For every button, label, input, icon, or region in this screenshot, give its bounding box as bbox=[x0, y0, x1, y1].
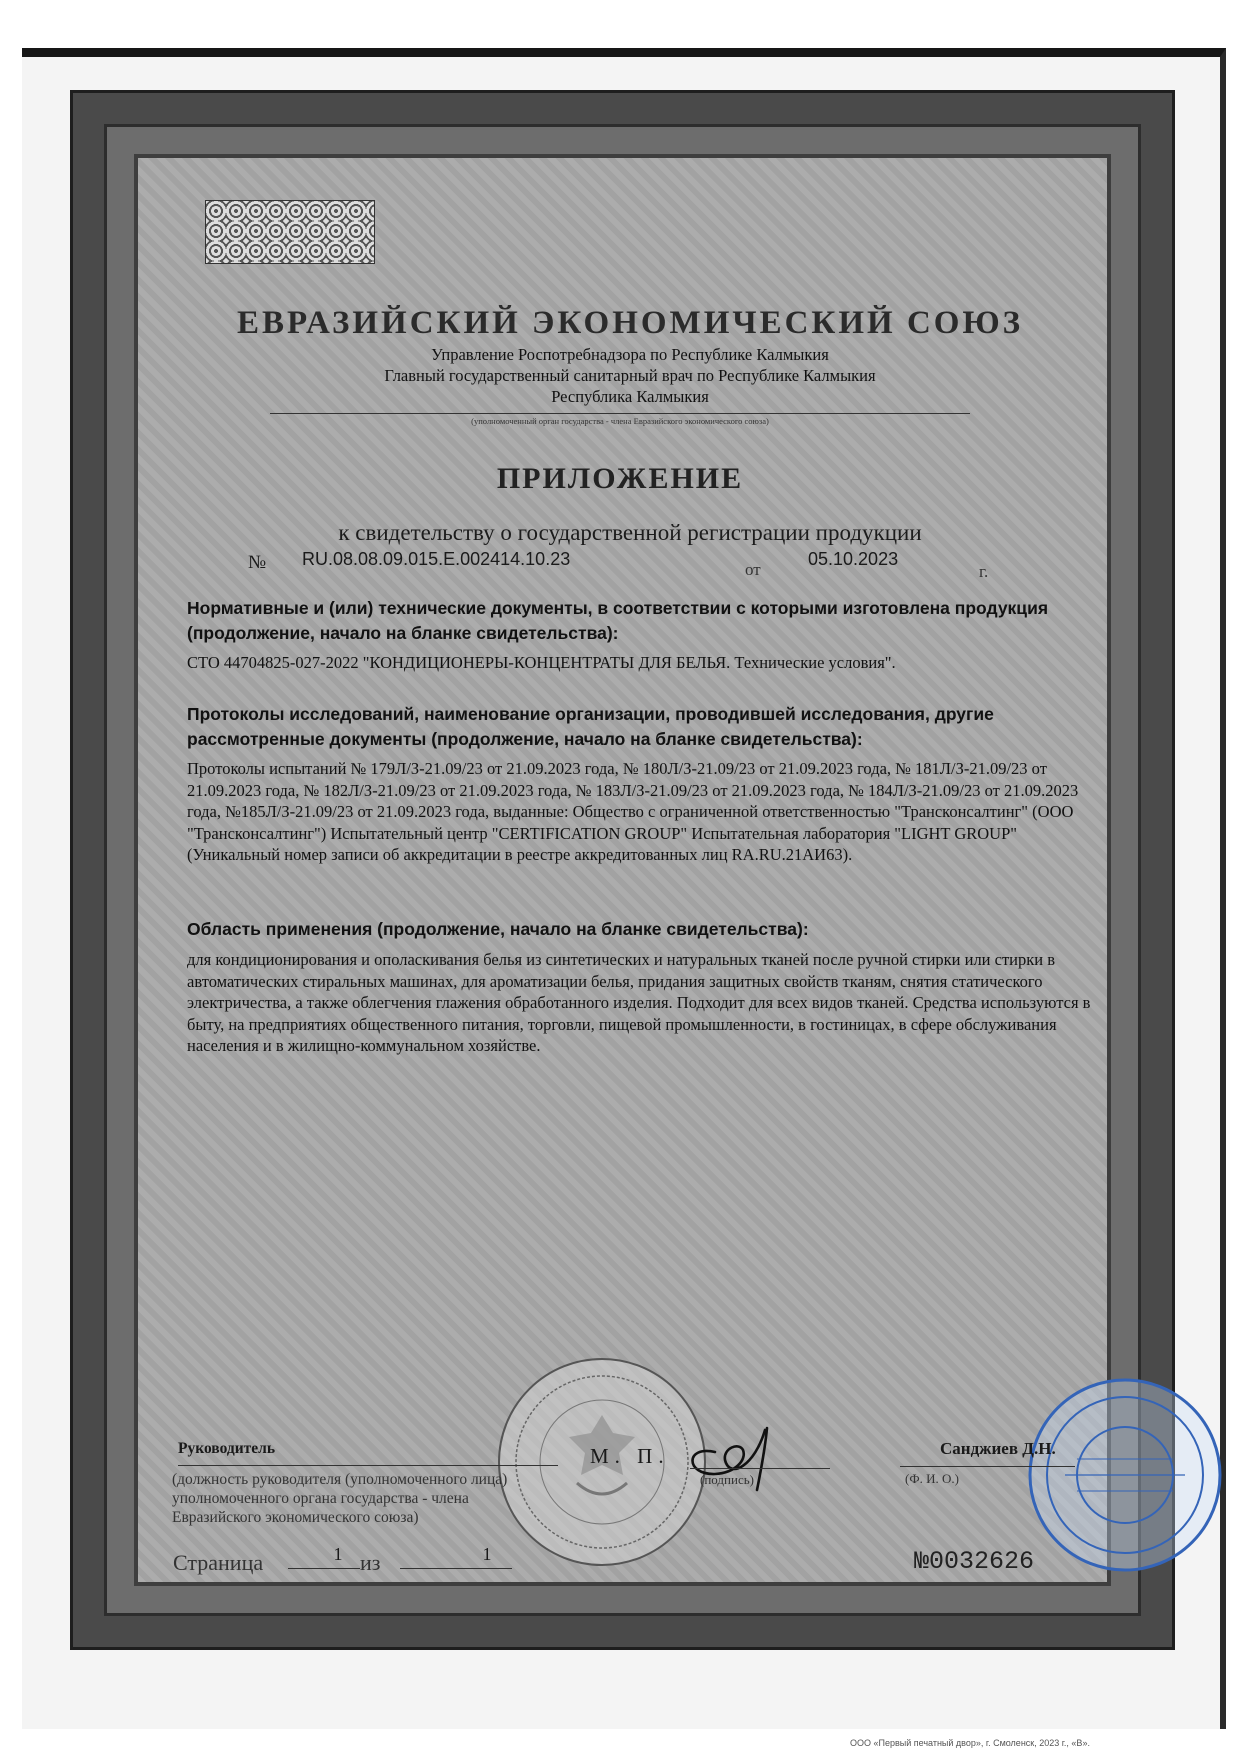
norms-heading: Нормативные и (или) технические документы, в соответствии с которыми изготовлена продукция (продолжение, начало на бланке свидетельства): bbox=[187, 598, 1049, 643]
authority-divider bbox=[270, 413, 970, 414]
stamp-place-label: М. П. bbox=[590, 1444, 670, 1468]
authority-line-3: Республика Калмыкия bbox=[551, 387, 709, 406]
union-title: ЕВРАЗИЙСКИЙ ЭКОНОМИЧЕСКИЙ СОЮЗ bbox=[236, 305, 1024, 341]
printer-note: ООО «Первый печатный двор», г. Смоленск, 2023 г., «В». bbox=[850, 1738, 1090, 1748]
name-line bbox=[900, 1466, 1075, 1467]
page-total: 1 bbox=[482, 1544, 492, 1564]
signatory-role: Руководитель bbox=[178, 1440, 276, 1457]
certificate-number: RU.08.08.09.015.Е.002414.10.23 bbox=[302, 549, 571, 569]
certificate-number-label: № bbox=[248, 552, 267, 573]
name-caption: (Ф. И. О.) bbox=[905, 1471, 959, 1486]
authority-line-2: Главный государственный санитарный врач по Республике Калмыкия bbox=[384, 366, 876, 385]
certificate-year-suffix: г. bbox=[979, 562, 989, 581]
authority-note: (уполномоченный орган государства - члена Евразийского экономического союза) bbox=[471, 416, 769, 426]
role-caption: (должность руководителя (уполномоченного лица) уполномоченного органа государства - члена Евразийского экономического союза) bbox=[172, 1471, 508, 1526]
serial-number: №0032626 bbox=[914, 1547, 1035, 1576]
page-of-label: из bbox=[360, 1550, 381, 1575]
norms-body: СТО 44704825-027-2022 "КОНДИЦИОНЕРЫ-КОНЦЕНТРАТЫ ДЛЯ БЕЛЬЯ. Технические условия". bbox=[187, 653, 896, 672]
document-subtitle: к свидетельству о государственной регистрации продукции bbox=[338, 520, 922, 545]
signature-line bbox=[690, 1468, 830, 1469]
page-number: 1 bbox=[333, 1544, 343, 1564]
scope-body: для кондиционирования и ополаскивания белья из синтетических и натуральных тканей после ручной стирки или стирки в автоматических стиральных машинах, для ароматизации белья, придания защитных свойств тканям, снятия статического электричества, а также облегчения глажения обработанного изделия. Подходит для всех видов тканей. Средства используются в быту, на предприятиях общественного питания, торговли, пищевой промышленности, в гостиницах, в сфере обслуживания населения и в жилищно-коммунальном хозяйстве. bbox=[187, 950, 1091, 1055]
certificate-date: 05.10.2023 bbox=[808, 549, 899, 569]
protocols-body: Протоколы испытаний № 179Л/З-21.09/23 от 21.09.2023 года, № 180Л/З-21.09/23 от 21.09.2023 года, № 181Л/З-21.09/23 от 21.09.2023 года, № 182Л/З-21.09/23 от 21.09.2023 года, № 183Л/З-21.09/23 от 21.09.2023 года, № 184Л/З-21.09/23 от 21.09.2023 года, №185Л/З-21.09/23 от 21.09.2023 года, выданные: Общество с ограниченной ответственностью "Трансконсалтинг" (ООО "Трансконсалтинг") Испытательный центр "CERTIFICATION GROUP" Испытательная лаборатория "LIGHT GROUP" (Уникальный номер записи об аккредитации в реестре аккредитованных лиц RA.RU.21АИ63). bbox=[187, 759, 1079, 864]
document-title: ПРИЛОЖЕНИЕ bbox=[496, 462, 744, 495]
page-label: Страница bbox=[173, 1550, 264, 1575]
page-number-line bbox=[288, 1568, 360, 1569]
scope-heading: Область применения (продолжение, начало на бланке свидетельства): bbox=[187, 919, 809, 939]
signatory-name: Санджиев Д.Н. bbox=[940, 1439, 1056, 1458]
protocols-heading: Протоколы исследований, наименование организации, проводившей исследования, другие рассмотренные документы (продолжение, начало на бланке свидетельства): bbox=[187, 704, 994, 749]
page-total-line bbox=[400, 1568, 512, 1569]
authority-line-1: Управление Роспотребнадзора по Республике Калмыкия bbox=[431, 345, 829, 364]
security-pattern bbox=[205, 200, 375, 264]
company-stamp bbox=[1025, 1375, 1225, 1575]
certificate-date-label: от bbox=[745, 560, 761, 579]
signature-caption: (подпись) bbox=[700, 1472, 754, 1487]
role-line bbox=[178, 1465, 558, 1466]
